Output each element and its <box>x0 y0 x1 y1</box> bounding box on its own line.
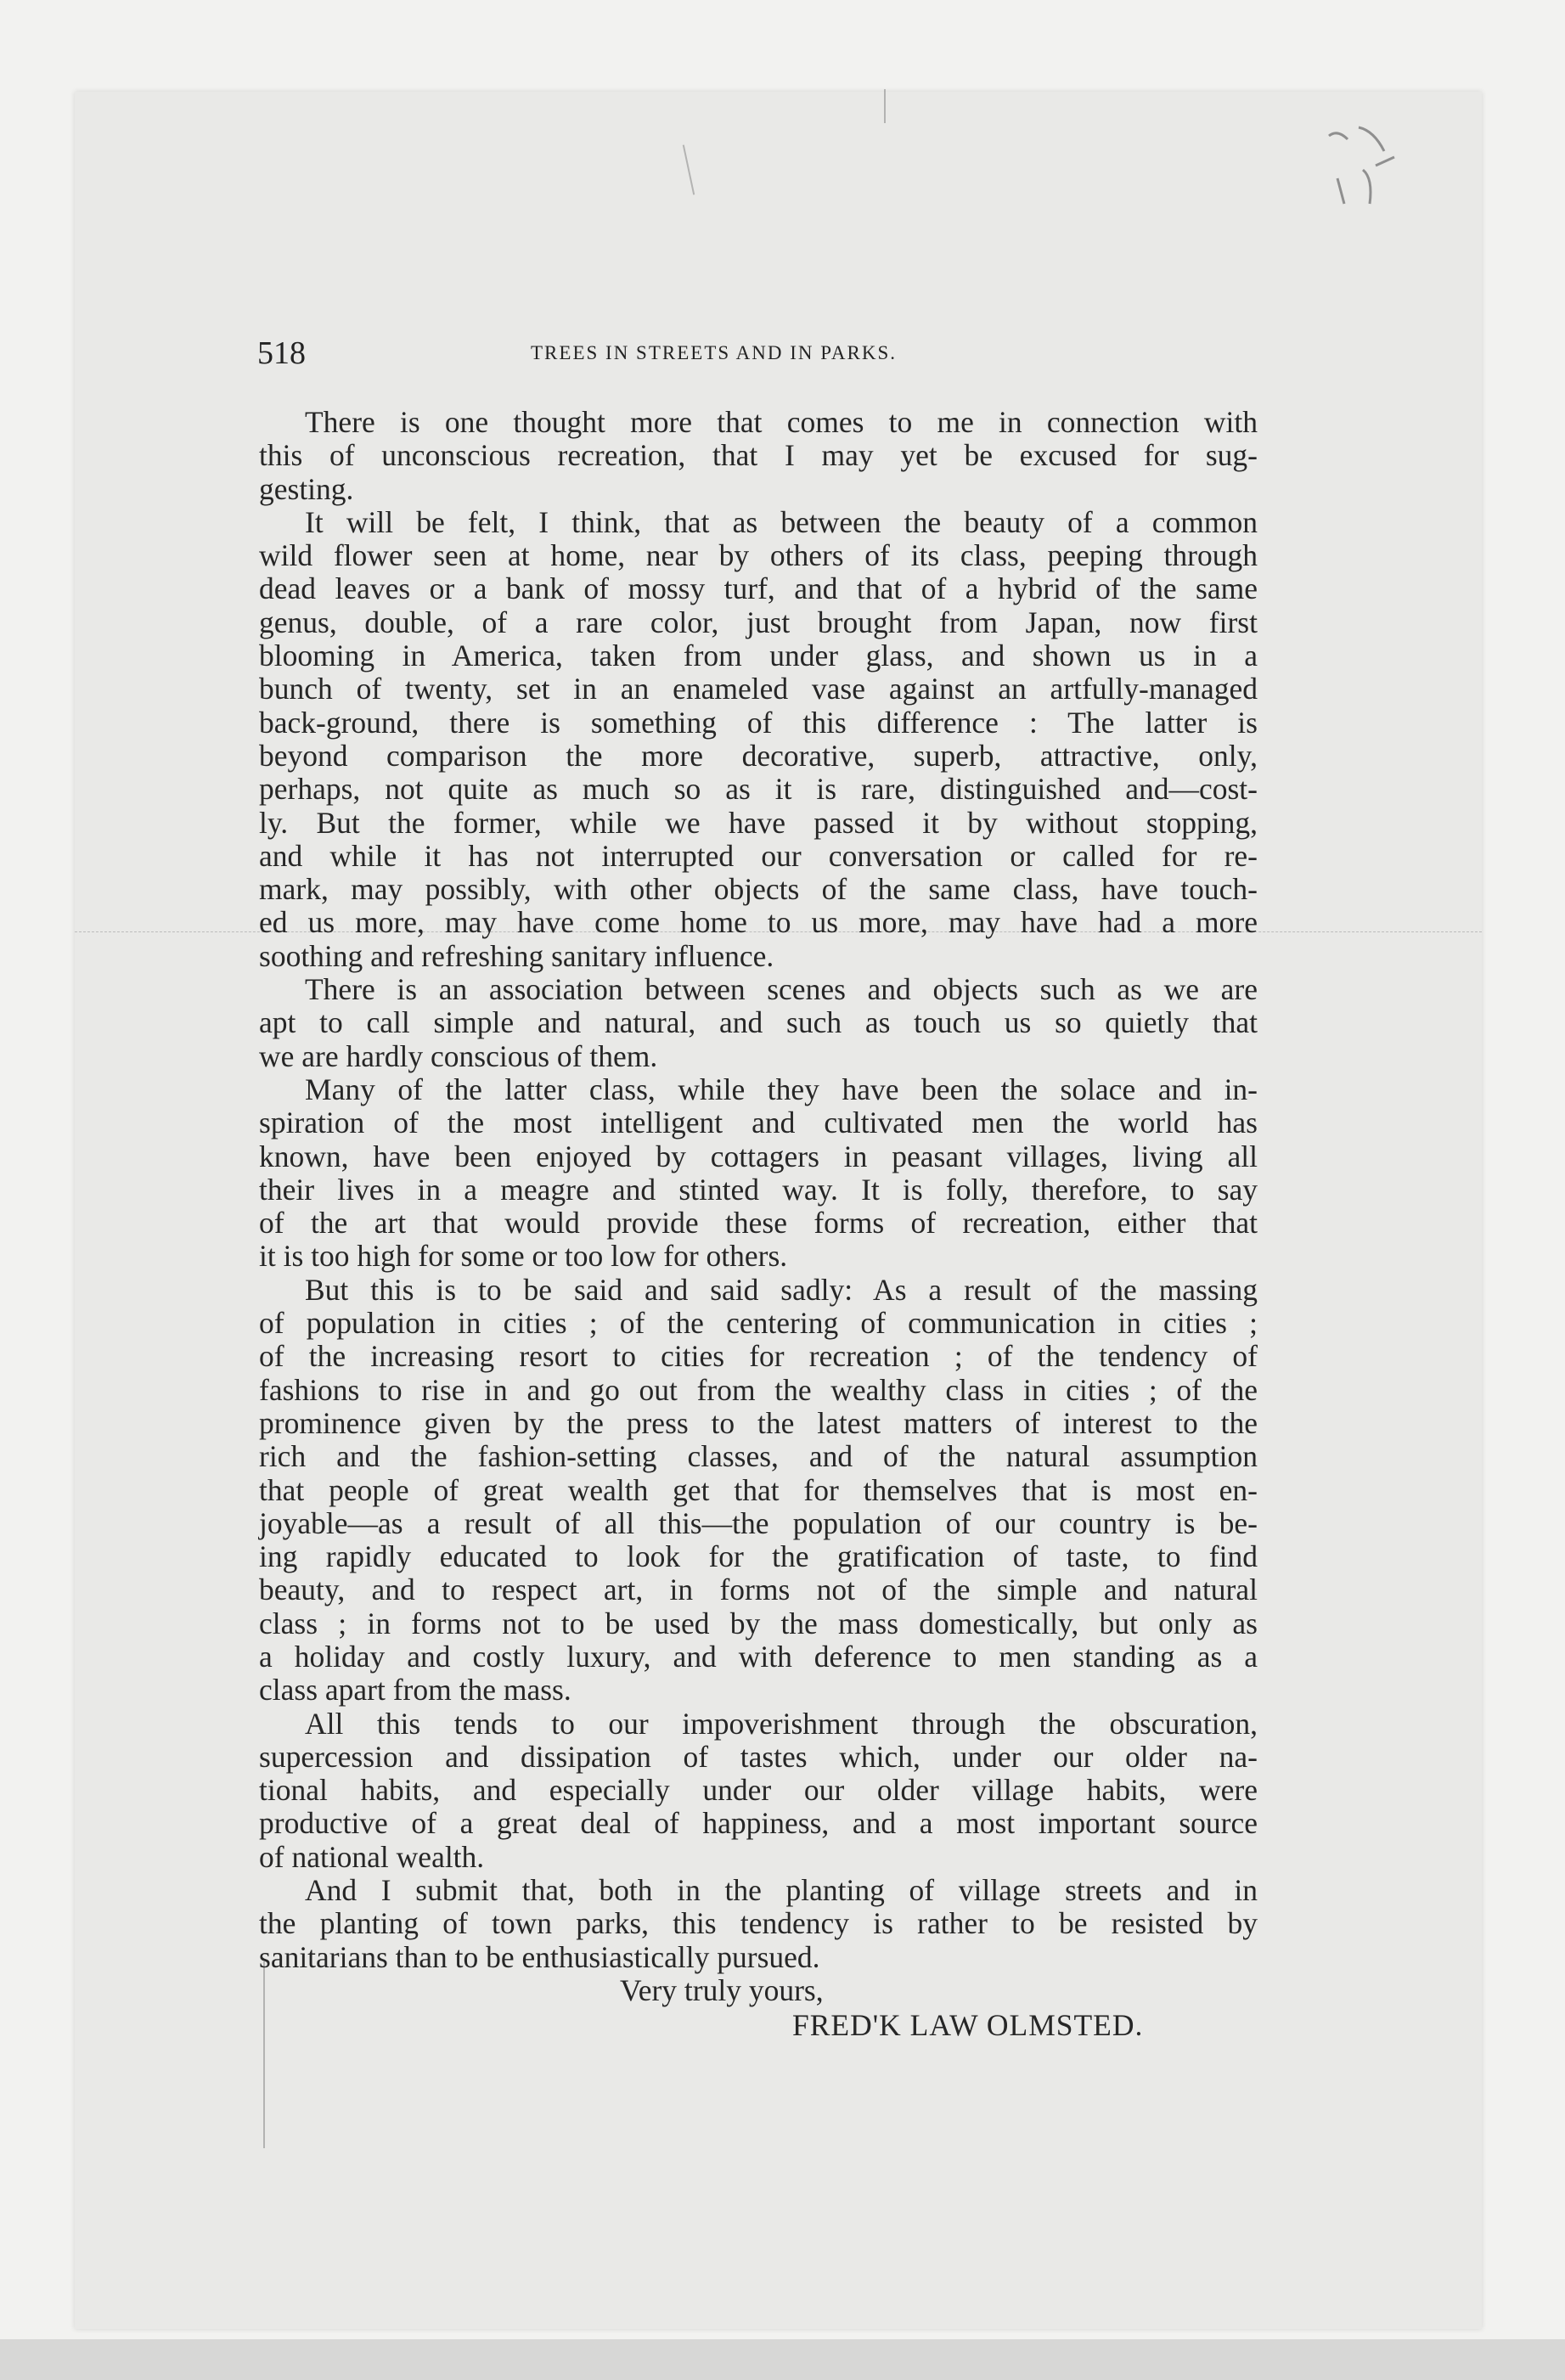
text-line: it is too high for some or too low for others. <box>259 1239 788 1274</box>
text-line: bunch of twenty, set in an enameled vase against an artfully-managed <box>259 672 1258 706</box>
text-line: of population in cities ; of the centering of communication in cities ; <box>259 1306 1258 1341</box>
text-line: that people of great wealth get that for themselves that is most en- <box>259 1472 1258 1507</box>
paragraph <box>259 1073 1258 1274</box>
page-number: 518 <box>257 335 306 371</box>
text-line: soothing and refreshing sanitary influence. <box>259 938 774 973</box>
letter-closing <box>259 1974 1258 2042</box>
text-line: back-ground, there is something of this difference : The latter is <box>259 705 1258 740</box>
handwritten-mark-glyph <box>1312 119 1405 229</box>
text-line: dead leaves or a bank of mossy turf, and that of a hybrid of the same <box>259 571 1258 606</box>
text-line: wild flower seen at home, near by others of its class, peeping through <box>259 538 1258 573</box>
text-line: the planting of town parks, this tendency is rather to be resisted by <box>259 1906 1258 1941</box>
text-line: perhaps, not quite as much so as it is rare, distinguished and—cost- <box>259 772 1258 807</box>
text-line: There is one thought more that comes to me in connection with <box>305 405 1258 439</box>
text-line: rich and the fashion-setting classes, and of the natural assumption <box>259 1439 1258 1474</box>
text-line: All this tends to our impoverishment through the obscuration, <box>305 1706 1258 1741</box>
scan-streak <box>884 89 886 123</box>
text-line: fashions to rise in and go out from the wealthy class in cities ; of the <box>259 1372 1258 1407</box>
text-line: It will be felt, I think, that as between the beauty of a common <box>305 504 1258 539</box>
text-line: productive of a great deal of happiness, and a most important source <box>259 1806 1258 1841</box>
closing-phrase: Very truly yours, <box>620 1972 824 2007</box>
text-line: genus, double, of a rare color, just brought from Japan, now first <box>259 605 1258 639</box>
article-body <box>259 406 1258 2042</box>
scan-bottom-edge <box>0 2339 1565 2380</box>
paragraph <box>259 1274 1258 1708</box>
paragraph <box>259 506 1258 973</box>
text-line: their lives in a meagre and stinted way. It is folly, therefore, to say <box>259 1172 1258 1207</box>
text-line: There is an association between scenes and objects such as we are <box>305 972 1258 1007</box>
text-line: beauty, and to respect art, in forms not of the simple and natural <box>259 1573 1258 1607</box>
running-head: TREES IN STREETS AND IN PARKS. <box>531 342 898 363</box>
text-line: And I submit that, both in the planting of village streets and in <box>305 1873 1258 1908</box>
text-line: tional habits, and especially under our older village habits, were <box>259 1773 1258 1808</box>
text-line: prominence given by the press to the latest matters of interest to the <box>259 1405 1258 1440</box>
signature: FRED'K LAW OLMSTED. <box>792 2007 1144 2042</box>
text-line: supercession and dissipation of tastes which, under our older na- <box>259 1739 1258 1774</box>
paragraph <box>259 406 1258 506</box>
text-line: gesting. <box>259 471 354 506</box>
paragraph <box>259 1708 1258 1874</box>
text-line: and while it has not interrupted our conversation or called for re- <box>259 838 1258 873</box>
text-line: sanitarians than to be enthusiastically pursued. <box>259 1939 820 1974</box>
text-line: blooming in America, taken from under glass, and shown us in a <box>259 639 1258 673</box>
text-line: Many of the latter class, while they have been the solace and in- <box>305 1072 1258 1106</box>
text-line: ing rapidly educated to look for the gratification of taste, to find <box>259 1539 1258 1574</box>
text-line: apt to call simple and natural, and such as touch us so quietly that <box>259 1005 1258 1040</box>
text-line: beyond comparison the more decorative, superb, attractive, only, <box>259 738 1258 773</box>
text-line: of national wealth. <box>259 1839 485 1874</box>
paragraph <box>259 973 1258 1073</box>
text-line: this of unconscious recreation, that I may yet be excused for sug- <box>259 438 1258 473</box>
handwritten-mark-stroke <box>1329 127 1394 204</box>
text-line: a holiday and costly luxury, and with deference to men standing as a <box>259 1639 1258 1674</box>
text-line: we are hardly conscious of them. <box>259 1038 658 1073</box>
text-line: class apart from the mass. <box>259 1673 571 1708</box>
text-line: class ; in forms not to be used by the mass domestically, but only as <box>259 1606 1258 1640</box>
text-line: mark, may possibly, with other objects of the same class, have touch- <box>259 872 1258 907</box>
text-line: spiration of the most intelligent and cultivated men the world has <box>259 1106 1258 1140</box>
text-line: joyable—as a result of all this—the population of our country is be- <box>259 1505 1258 1540</box>
text-line: ed us more, may have come home to us more, may have had a more <box>259 905 1258 940</box>
page-header <box>257 335 1256 369</box>
text-line: ly. But the former, while we have passed it by without stopping, <box>259 805 1258 840</box>
text-line: of the art that would provide these forms of recreation, either that <box>259 1206 1258 1241</box>
paragraph <box>259 1874 1258 1974</box>
text-line: known, have been enjoyed by cottagers in peasant villages, living all <box>259 1139 1258 1173</box>
text-line: of the increasing resort to cities for recreation ; of the tendency of <box>259 1339 1258 1374</box>
handwritten-mark <box>1312 119 1405 229</box>
text-line: But this is to be said and said sadly: As a result of the massing <box>305 1272 1258 1307</box>
